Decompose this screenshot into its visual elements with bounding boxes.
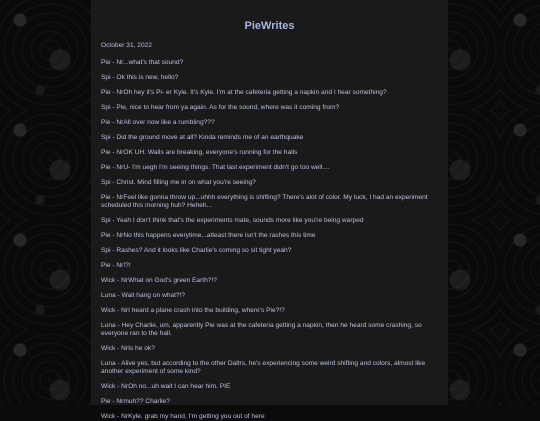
post-line: Wick - NrI heard a plane crash into the building, where's Pie?!? <box>101 307 285 314</box>
site-title[interactable]: PieWrites <box>244 20 295 32</box>
post-line: Spi - Did the ground move at all? Kinda reminds me of an earthquake <box>101 134 304 141</box>
post-line: Pie - NrOK UH. Walls are breaking, everyone's running for the halls <box>101 149 298 156</box>
blog-content-column <box>91 0 448 420</box>
post-line: Pie - NrU- I'm uegh I'm seeing things. That last experiment didn't go too well.... <box>101 164 330 171</box>
post-line: Pie - NrAll over now like a rumbling??? <box>101 119 215 126</box>
post-line: Spi - Yeah I don't think that's the experiments mate, sounds more like you're being warped <box>101 217 364 224</box>
post-line: Spi - Ok this is new, hello? <box>101 74 179 81</box>
post-line: Pie - NrOh hey it's Pi- er Kyle. It's Kyle. I'm at the cafeteria getting a napkin and I hear something? <box>101 89 387 96</box>
post-line: Pie - NrFeel like gonna throw up...uhhh everything is shifting? There's alot of color. My luck, I had an experiment scheduled this morning huh? Heheh... <box>101 194 428 209</box>
post-line: Pie - Nr...what's that sound? <box>101 59 184 66</box>
post-line: Wick - NrWhat on God's green Earth?!? <box>101 277 217 284</box>
post-lines <box>101 59 438 421</box>
post-line: Pie - Nr!?! <box>101 262 131 269</box>
post-line: Pie - NrNo this happens everytime...atleast there isn't the rashes this time <box>101 232 316 239</box>
post-date: October 31, 2022 <box>101 42 152 49</box>
post-line: Pie - Nrmuh?? Charlie? <box>101 398 170 405</box>
post-line: Luna - Alive yes, but according to the other Daltrs, he's experiencing some weird shifting and colors, almost like another experiment of some kind? <box>101 360 426 375</box>
post-line: Spi - Christ. Mind filling me in on what you're seeing? <box>101 179 256 186</box>
post-line: Spi - Rashes? And it looks like Charlie's coming so sit tight yeah? <box>101 247 292 254</box>
blog-post <box>91 42 448 421</box>
post-line: Spi - Pie, nice to hear from ya again. As for the sound, where was it coming from? <box>101 104 340 111</box>
post-line: Wick - NrIs he ok? <box>101 345 155 352</box>
post-line: Luna - Wait hang on what?!? <box>101 292 186 299</box>
post-line: Wick - NrOh no...uh wait I can hear him. PIE <box>101 383 231 390</box>
post-line: Wick - NrKyle, grab my hand, I'm getting you out of here <box>101 413 265 420</box>
post-line: Luna - Hey Charlie, um, apparently Pie was at the cafeteria getting a napkin, then he heard some crashing, so everyone ran to the hall. <box>101 322 422 337</box>
